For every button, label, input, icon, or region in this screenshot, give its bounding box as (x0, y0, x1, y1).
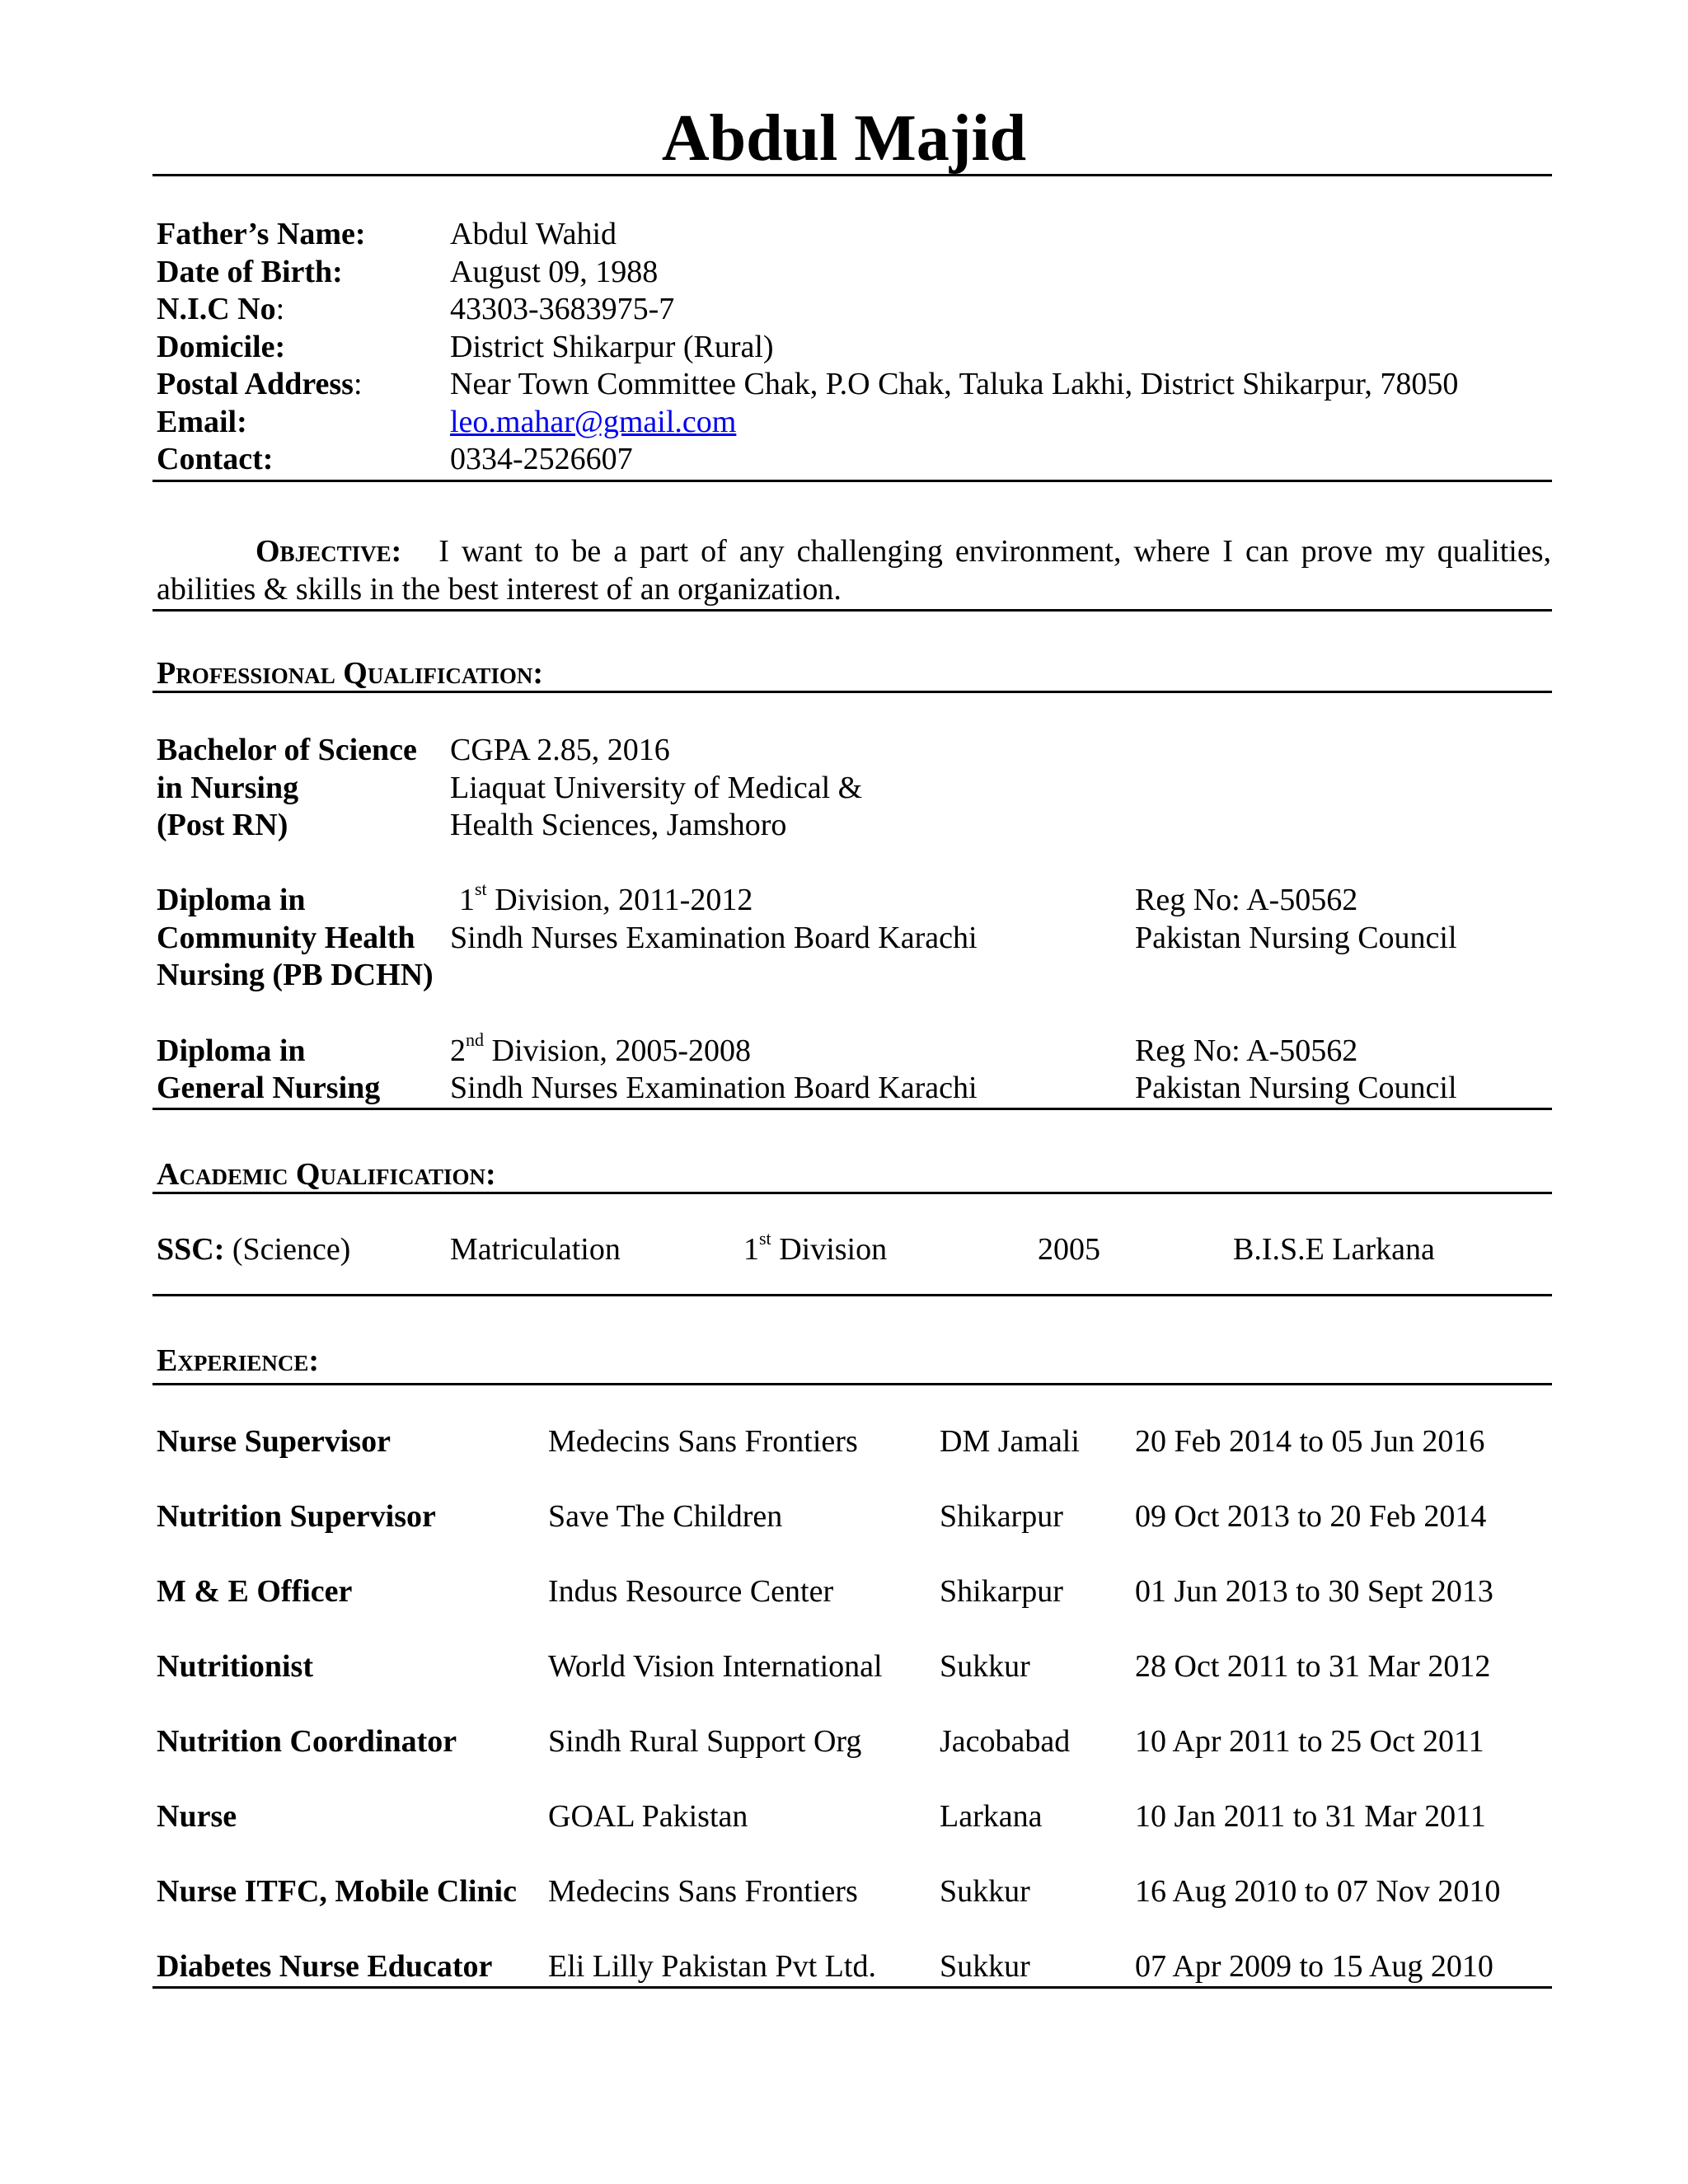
qualification-detail: CGPA 2.85, 2016 (450, 733, 670, 767)
experience-role: M & E Officer (157, 1574, 353, 1609)
ssc-label (157, 1230, 350, 1268)
qualification-detail: Liaquat University of Medical & (450, 771, 863, 805)
field-label: Postal Address (157, 367, 354, 401)
division-number: 1 (459, 883, 475, 917)
experience-role: Nutrition Coordinator (157, 1724, 457, 1759)
division-text: Division (771, 1232, 888, 1267)
experience-role: Nurse ITFC, Mobile Clinic (157, 1874, 517, 1909)
personal-row (157, 440, 273, 478)
field-label: N.I.C No (157, 292, 276, 326)
experience-org: Eli Lilly Pakistan Pvt Ltd. (548, 1949, 876, 1984)
qualification-title: (Post RN) (157, 808, 288, 842)
academic-board: B.I.S.E Larkana (1233, 1232, 1435, 1267)
experience-org: World Vision International (548, 1649, 883, 1684)
qualification-detail: Health Sciences, Jamshoro (450, 808, 787, 842)
ssc-label-text: SSC: (157, 1232, 225, 1267)
personal-row (157, 253, 343, 291)
experience-dates: 20 Feb 2014 to 05 Jun 2016 (1135, 1424, 1485, 1459)
personal-row (157, 215, 366, 253)
qualification-title: Nursing (PB DCHN) (157, 958, 434, 992)
qualification-title: Diploma in (157, 883, 306, 917)
qualification-title: General Nursing (157, 1071, 381, 1105)
experience-role: Nutrition Supervisor (157, 1499, 436, 1534)
experience-dates: 16 Aug 2010 to 07 Nov 2010 (1135, 1874, 1501, 1909)
experience-place: DM Jamali (940, 1424, 1080, 1459)
division-text: Division, 2011-2012 (486, 883, 753, 917)
field-label: Date of Birth: (157, 255, 343, 289)
field-label: Domicile: (157, 330, 286, 364)
experience-role: Diabetes Nurse Educator (157, 1949, 493, 1984)
academic-level: Matriculation (450, 1232, 621, 1267)
academic-heading: Academic Qualification: (157, 1157, 496, 1192)
experience-org: Sindh Rural Support Org (548, 1724, 862, 1759)
qualification-title: Community Health (157, 921, 415, 955)
experience-place: Sukkur (940, 1949, 1030, 1984)
experience-role: Nurse (157, 1799, 237, 1834)
objective-text: I want to be a part of any challenging environment, where I can prove my qualities, abilities & skills in the best interest of an organization. (157, 534, 1551, 607)
divider (152, 480, 1552, 482)
personal-row (157, 328, 285, 366)
postal-address-value: Near Town Committee Chak, P.O Chak, Taluka Lakhi, District Shikarpur, 78050 (450, 367, 1459, 401)
divider (152, 174, 1552, 176)
objective-label: Objective: (256, 534, 402, 569)
professional-heading: Professional Qualification: (157, 656, 543, 691)
division-ordinal: st (759, 1228, 771, 1249)
division-number: 2 (450, 1033, 466, 1068)
field-label: Contact: (157, 442, 274, 476)
email-link-text[interactable]: leo.mahar@gmail.com (450, 405, 737, 439)
registration-number: Reg No: A-50562 (1135, 883, 1358, 917)
domicile-value: District Shikarpur (Rural) (450, 330, 774, 364)
dob-value: August 09, 1988 (450, 255, 659, 289)
experience-org: Save The Children (548, 1499, 783, 1534)
experience-dates: 10 Apr 2011 to 25 Oct 2011 (1135, 1724, 1484, 1759)
experience-dates: 10 Jan 2011 to 31 Mar 2011 (1135, 1799, 1486, 1834)
field-label: Father’s Name: (157, 217, 366, 251)
divider (152, 609, 1552, 612)
registration-council: Pakistan Nursing Council (1135, 1071, 1457, 1105)
divider (152, 1108, 1552, 1110)
qualification-title: Bachelor of Science (157, 733, 417, 767)
division-text: Division, 2005-2008 (484, 1033, 752, 1068)
experience-dates: 07 Apr 2009 to 15 Aug 2010 (1135, 1949, 1493, 1984)
experience-dates: 01 Jun 2013 to 30 Sept 2013 (1135, 1574, 1493, 1609)
experience-dates: 09 Oct 2013 to 20 Feb 2014 (1135, 1499, 1487, 1534)
experience-org: Medecins Sans Frontiers (548, 1424, 858, 1459)
divider (152, 691, 1552, 693)
page-title: Abdul Majid (661, 102, 1027, 175)
objective-paragraph (157, 532, 1551, 608)
divider (152, 1383, 1552, 1385)
email-link[interactable] (450, 403, 736, 441)
experience-org: Medecins Sans Frontiers (548, 1874, 858, 1909)
field-label: Email: (157, 405, 247, 439)
experience-heading: Experience: (157, 1343, 320, 1378)
registration-number: Reg No: A-50562 (1135, 1033, 1358, 1068)
personal-row (157, 290, 284, 328)
experience-place: Sukkur (940, 1874, 1030, 1909)
academic-year: 2005 (1038, 1232, 1100, 1267)
experience-org: GOAL Pakistan (548, 1799, 748, 1834)
divider (152, 1986, 1552, 1989)
divider (152, 1294, 1552, 1296)
division-ordinal: nd (466, 1029, 484, 1051)
division-ordinal: st (475, 879, 487, 900)
qualification-title: Diploma in (157, 1033, 306, 1068)
personal-row (157, 403, 247, 441)
fathers-name-value: Abdul Wahid (450, 217, 617, 251)
experience-role: Nurse Supervisor (157, 1424, 391, 1459)
ssc-stream: (Science) (224, 1232, 351, 1267)
experience-place: Shikarpur (940, 1574, 1063, 1609)
experience-org: Indus Resource Center (548, 1574, 834, 1609)
contact-value: 0334-2526607 (450, 442, 633, 476)
field-label-colon: : (353, 367, 363, 401)
personal-row (157, 365, 363, 403)
experience-place: Larkana (940, 1799, 1043, 1834)
division-number: 1 (743, 1232, 759, 1267)
qualification-title: in Nursing (157, 771, 299, 805)
qualification-detail: Sindh Nurses Examination Board Karachi (450, 1071, 978, 1105)
experience-role: Nutritionist (157, 1649, 313, 1684)
experience-place: Jacobabad (940, 1724, 1071, 1759)
experience-place: Shikarpur (940, 1499, 1063, 1534)
academic-division (743, 1230, 887, 1268)
qualification-detail: Sindh Nurses Examination Board Karachi (450, 921, 978, 955)
experience-place: Sukkur (940, 1649, 1030, 1684)
divider (152, 1192, 1552, 1194)
field-label-colon: : (275, 292, 285, 326)
qualification-division (450, 1029, 752, 1070)
nic-value: 43303-3683975-7 (450, 292, 675, 326)
qualification-division (459, 881, 753, 919)
registration-council: Pakistan Nursing Council (1135, 921, 1457, 955)
experience-dates: 28 Oct 2011 to 31 Mar 2012 (1135, 1649, 1491, 1684)
